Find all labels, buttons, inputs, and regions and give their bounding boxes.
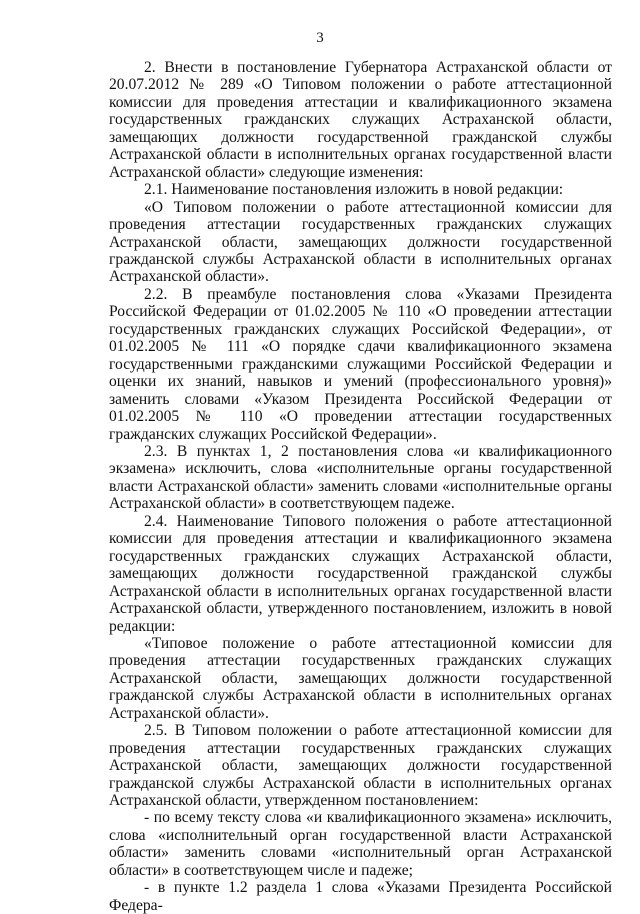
paragraph-2-2: 2.2. В преамбуле постановления слова «Указами Президента Российской Федерации от 01.02.2005 № 110 «О проведении аттестации государственных гражданских служащих Российской Федерации», от 01.02.2005 № 111 «О порядке сдачи квалификационного экзамена государственными гражданскими служащими Российской Федерации и оценки их знаний, навыков и умений (профессионального уровня)» заменить словами «Указом Президента Российской Федерации от 01.02.2005 № 110 «О проведении аттестации государственных гражданских служащих Российской Федерации». [109, 285, 612, 443]
document-body [109, 59, 612, 914]
paragraph-2-5-item-2: - в пункте 1.2 раздела 1 слова «Указами Президента Российской Федера- [109, 879, 612, 914]
paragraph-2-4-quote: «Типовое положение о работе аттестационной комиссии для проведения аттестации государственных гражданских служащих Астраханской области, замещающих должности государственной гражданской службы Астраханской области в исполнительных органах Астраханской области». [109, 634, 612, 722]
paragraph-2-4: 2.4. Наименование Типового положения о работе аттестационной комиссии для проведения аттестации и квалификационного экзамена государственных гражданских служащих Астраханской области, замещающих должности государственной гражданской службы Астраханской области в исполнительных органах государственной власти Астраханской области, утвержденного постановлением, изложить в новой редакции: [109, 512, 612, 635]
paragraph-2-5: 2.5. В Типовом положении о работе аттестационной комиссии для проведения аттестации государственных гражданских служащих Астраханской области, замещающих должности государственной гражданской службы Астраханской области в исполнительных органах Астраханской области, утвержденном постановлением: [109, 722, 612, 810]
paragraph-intro: 2. Внести в постановление Губернатора Астраханской области от 20.07.2012 № 289 «О Типовом положении о работе аттестационной комиссии для проведения аттестации и квалификационного экзамена государственных гражданских служащих Астраханской области, замещающих должности государственной гражданской службы Астраханской области в исполнительных органах государственной власти Астраханской области» следующие изменения: [109, 59, 612, 181]
paragraph-2-1-quote: «О Типовом положении о работе аттестационной комиссии для проведения аттестации государственных гражданских служащих Астраханской области, замещающих должности государственной гражданской службы Астраханской области в исполнительных органах Астраханской области». [109, 198, 612, 286]
paragraph-2-1: 2.1. Наименование постановления изложить в новой редакции: [144, 181, 564, 199]
page-number: 3 [316, 30, 324, 46]
paragraph-2-3: 2.3. В пунктах 1, 2 постановления слова «и квалификационного экзамена» исключить, слова «исполнительные органы государственной власти Астраханской области» заменить словами «исполнительные органы Астраханской области» в соответствующем падеже. [109, 442, 612, 513]
paragraph-2-5-item-1: - по всему тексту слова «и квалификационного экзамена» исключить, слова «исполнительный орган государственной власти Астраханской области» заменить словами «исполнительный орган Астраханской области» в соответствующем числе и падеже; [109, 809, 612, 879]
